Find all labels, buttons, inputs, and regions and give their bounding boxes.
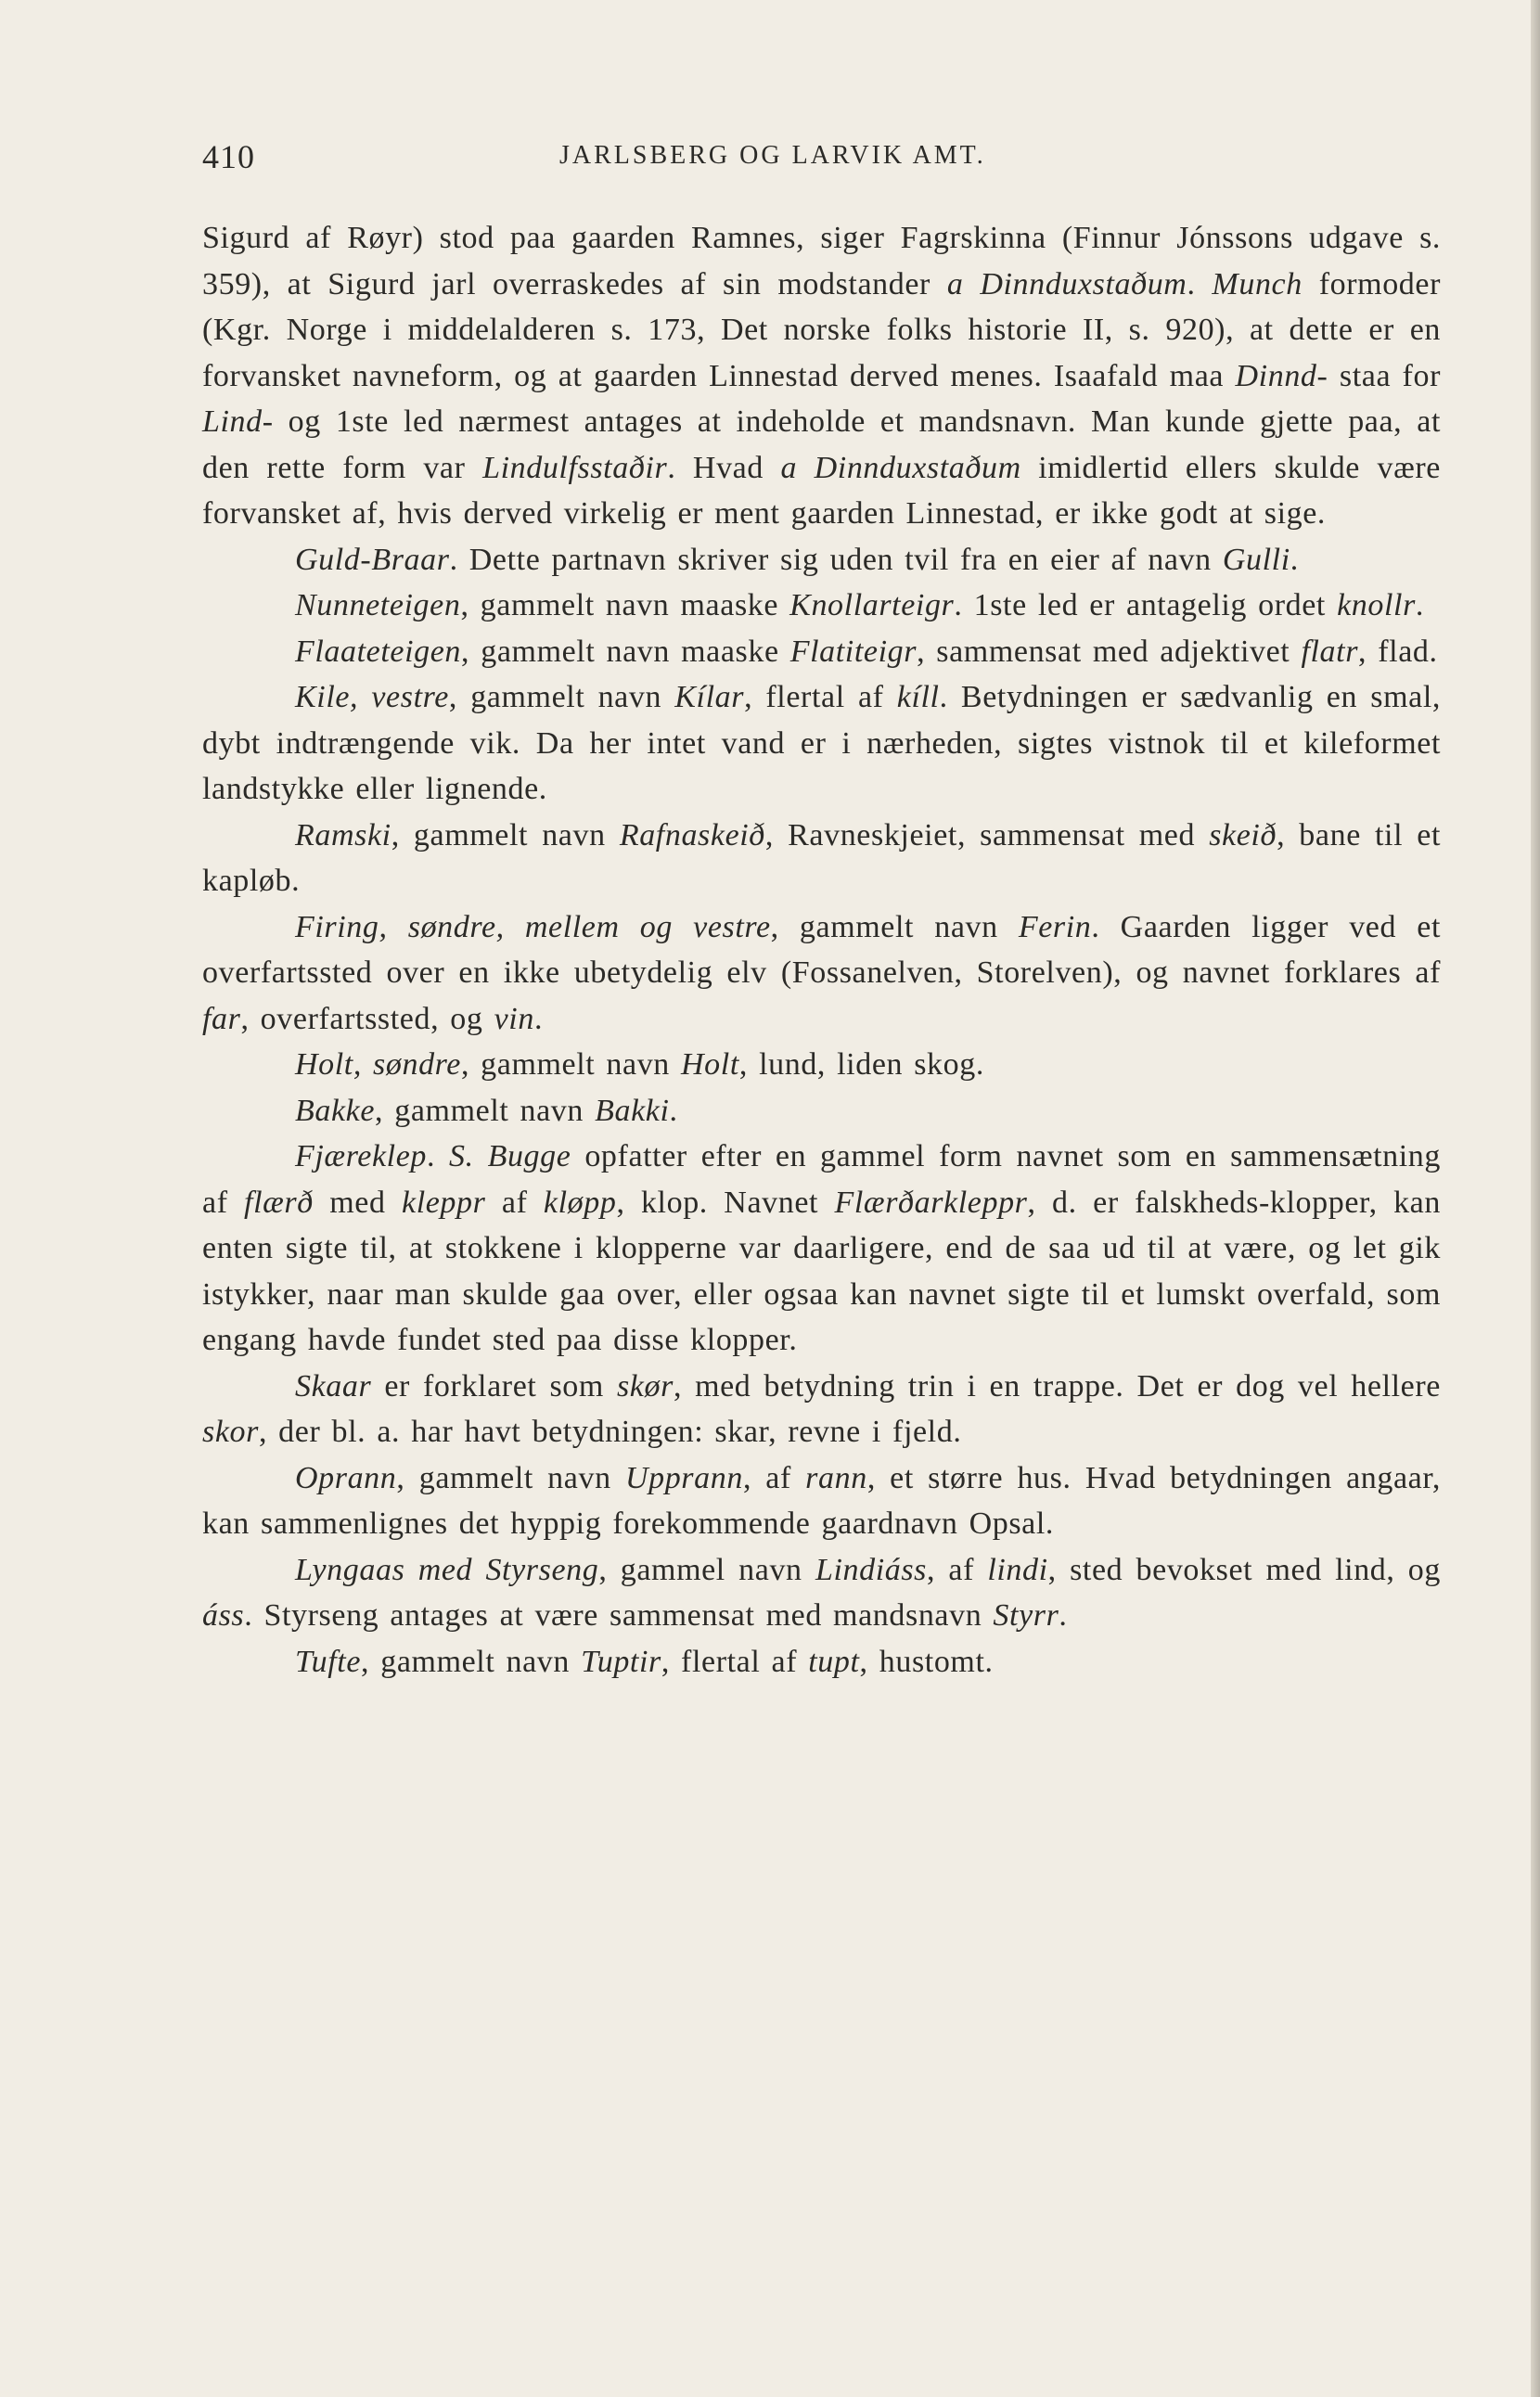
italic-term: Skaar — [295, 1368, 372, 1404]
text-run: , klop. Navnet — [616, 1185, 835, 1220]
text-run: , gammelt navn — [460, 1047, 682, 1082]
text-run: , sammensat med adjektivet — [917, 634, 1302, 669]
text-run: formoder (Kgr. Norge i middelalderen s. 173, Det norske folks historie II, s. 920), at dette er en forvansket navneform, og at gaarden Linnestad derved menes. Isaafald maa — [202, 266, 1442, 393]
text-run: . — [1415, 588, 1425, 622]
text-run: , gammelt navn — [391, 817, 620, 852]
text-run: , Ravneskjeiet, sammensat med — [764, 817, 1210, 852]
italic-term: tupt — [808, 1644, 860, 1679]
italic-term: Tufte — [295, 1644, 362, 1679]
text-run: . — [533, 1001, 544, 1036]
italic-term: Holt, søndre — [295, 1047, 461, 1082]
italic-term: Lindulfsstaðir — [482, 450, 668, 485]
italic-term: Lindiáss — [815, 1552, 928, 1587]
italic-term: Ferin — [1018, 909, 1092, 944]
italic-term: kløpp — [543, 1185, 617, 1220]
italic-term: Tuptir — [581, 1644, 661, 1679]
text-run: , bane til et kapløb. — [202, 817, 1441, 898]
italic-term: knollr — [1337, 588, 1416, 622]
paragraph — [202, 1364, 1441, 1455]
text-run: . 1ste led er antagelig ordet — [954, 588, 1338, 622]
text-run: . Betydningen er sædvanlig en smal, dybt indtrængende vik. Da her intet vand er i nærheden, sigtes vistnok til et kileformet landstykke eller lignende. — [202, 680, 1441, 806]
text-run: . — [1059, 1598, 1068, 1633]
italic-term: Styrr — [993, 1598, 1059, 1633]
italic-term: flatr — [1301, 634, 1359, 669]
italic-term: Firing, søndre, mellem og vestre — [295, 909, 771, 944]
text-run: . Gaarden ligger ved et overfartssted over en ikke ubetydelig elv (Fossanelven, Storelven), og navnet forklares af — [202, 909, 1441, 990]
text-run: . Styrseng antages at være sammensat med mandsnavn — [244, 1598, 994, 1633]
italic-term: Bakke — [295, 1093, 376, 1128]
italic-term: Bakki — [595, 1093, 670, 1128]
running-title: JARLSBERG OG LARVIK AMT. — [559, 141, 986, 170]
italic-term: Fjæreklep — [295, 1139, 427, 1173]
text-run: , gammelt navn — [396, 1460, 625, 1495]
italic-term: Flaateteigen — [295, 634, 462, 669]
page-edge — [1531, 0, 1540, 2397]
italic-term: S. Bugge — [448, 1139, 571, 1173]
text-run: , af — [742, 1460, 806, 1495]
italic-term: Gulli — [1222, 542, 1290, 577]
italic-term: vin — [494, 1001, 534, 1036]
italic-term: Kile, vestre — [295, 680, 449, 714]
text-run: med — [313, 1185, 402, 1220]
italic-term: skør — [616, 1368, 674, 1404]
text-run: , d. er falskheds-klopper, kan enten sigte til, at stokkene i klopperne var daarligere, end de saa ud til at være, og let gik istykker, naar man skulde gaa over, eller ogsaa kan navnet sigte til et lumskt overfald, som engang havde fundet sted paa disse klopper. — [202, 1185, 1441, 1357]
text-run: . Dette partnavn skriver sig uden tvil fra en eier af navn — [449, 542, 1223, 577]
paragraph — [202, 215, 1441, 537]
text-run: , gammelt navn maaske — [461, 634, 790, 669]
paragraph — [202, 1547, 1441, 1639]
italic-term: a Dinnduxstaðum — [946, 266, 1187, 301]
text-run: , gammelt navn — [375, 1093, 596, 1128]
text-run: , af — [927, 1552, 988, 1587]
italic-term: Rafnaskeið — [619, 817, 765, 852]
text-run: , der bl. a. har havt betydningen: skar, revne i fjeld. — [258, 1415, 962, 1449]
paragraph — [202, 1042, 1441, 1088]
italic-term: skor — [202, 1415, 259, 1449]
italic-term: Oprann — [295, 1460, 397, 1495]
text-run: . Hvad — [667, 450, 781, 485]
text-run: , flad. — [1358, 634, 1438, 669]
text-run: , gammel navn — [598, 1552, 815, 1587]
paragraph — [202, 813, 1441, 904]
italic-term: Flatiteigr — [789, 634, 918, 669]
text-run: , gammelt navn maaske — [460, 588, 790, 622]
paragraph — [202, 537, 1441, 583]
paragraph — [202, 1088, 1441, 1134]
text-run: . — [1290, 542, 1299, 577]
text-run: , gammelt navn — [361, 1644, 582, 1679]
text-run: , flertal af — [661, 1644, 809, 1679]
text-run: af — [485, 1185, 544, 1220]
italic-term: Kílar — [674, 680, 745, 714]
paragraph — [202, 1639, 1441, 1686]
italic-term: far — [202, 1001, 241, 1036]
text-run: . — [1187, 266, 1213, 301]
text-run: , flertal af — [744, 680, 897, 714]
body-text — [202, 215, 1441, 1685]
italic-term: Holt — [681, 1047, 739, 1082]
text-run: og 1ste led nærmest antages at indeholde et mandsnavn. Man kunde gjette paa, at den rette form var — [202, 404, 1441, 485]
text-run: er forklaret som — [371, 1368, 617, 1404]
text-run: , hustomt. — [859, 1644, 994, 1679]
text-run: , gammelt navn — [448, 680, 675, 714]
text-run: , et større hus. Hvad betydningen angaar, kan sammenlignes det hyppig forekommende gaardnavn Opsal. — [202, 1460, 1442, 1541]
text-run: Sigurd af Røyr) stod paa gaarden Ramnes, siger Fagrskinna (Finnur Jónssons udgave s. 359), at Sigurd jarl overraskedes af sin modstander — [202, 221, 1441, 301]
paragraph — [202, 1134, 1441, 1364]
italic-term: Nunneteigen — [295, 588, 461, 622]
text-run: , overfartssted, og — [240, 1001, 494, 1036]
text-run: , med betydning trin i en trappe. Det er dog vel hellere — [673, 1368, 1441, 1404]
italic-term: Knollarteigr — [789, 588, 955, 622]
italic-term: áss — [202, 1598, 245, 1633]
text-run: . — [669, 1093, 678, 1128]
italic-term: Guld-Braar — [295, 542, 450, 577]
italic-term: Lyngaas med Styrseng — [295, 1552, 599, 1587]
text-run: . — [426, 1139, 449, 1173]
text-run: , sted bevokset med lind, og — [1047, 1552, 1441, 1587]
paragraph — [202, 629, 1441, 675]
page-header — [202, 137, 1436, 193]
italic-term: kleppr — [402, 1185, 486, 1220]
text-run: staa for — [1328, 358, 1442, 393]
italic-term: lindi — [987, 1552, 1048, 1587]
italic-term: skeið — [1209, 817, 1277, 852]
italic-term: Munch — [1212, 266, 1303, 301]
italic-term: Upprann — [624, 1460, 743, 1495]
text-run: opfatter efter en gammel form navnet som en sammensætning af — [202, 1139, 1442, 1220]
italic-term: a Dinnduxstaðum — [780, 450, 1021, 485]
italic-term: Flærðarkleppr — [834, 1185, 1028, 1220]
italic-term: Ramski — [295, 817, 391, 852]
paragraph — [202, 674, 1441, 813]
italic-term: flærð — [244, 1185, 314, 1220]
italic-term: Dinnd- — [1235, 358, 1328, 393]
text-run: , lund, liden skog. — [738, 1047, 984, 1082]
paragraph — [202, 904, 1441, 1043]
paragraph — [202, 1455, 1441, 1547]
paragraph — [202, 583, 1441, 629]
italic-term: Lind- — [202, 404, 274, 439]
page-number: 410 — [202, 138, 255, 175]
text-run: imidlertid ellers skulde være forvansket af, hvis derved virkelig er ment gaarden Linnestad, er ikke godt at sige. — [202, 450, 1441, 531]
italic-term: kíll — [896, 680, 940, 714]
italic-term: rann — [805, 1460, 867, 1495]
text-run: , gammelt navn — [770, 909, 1019, 944]
